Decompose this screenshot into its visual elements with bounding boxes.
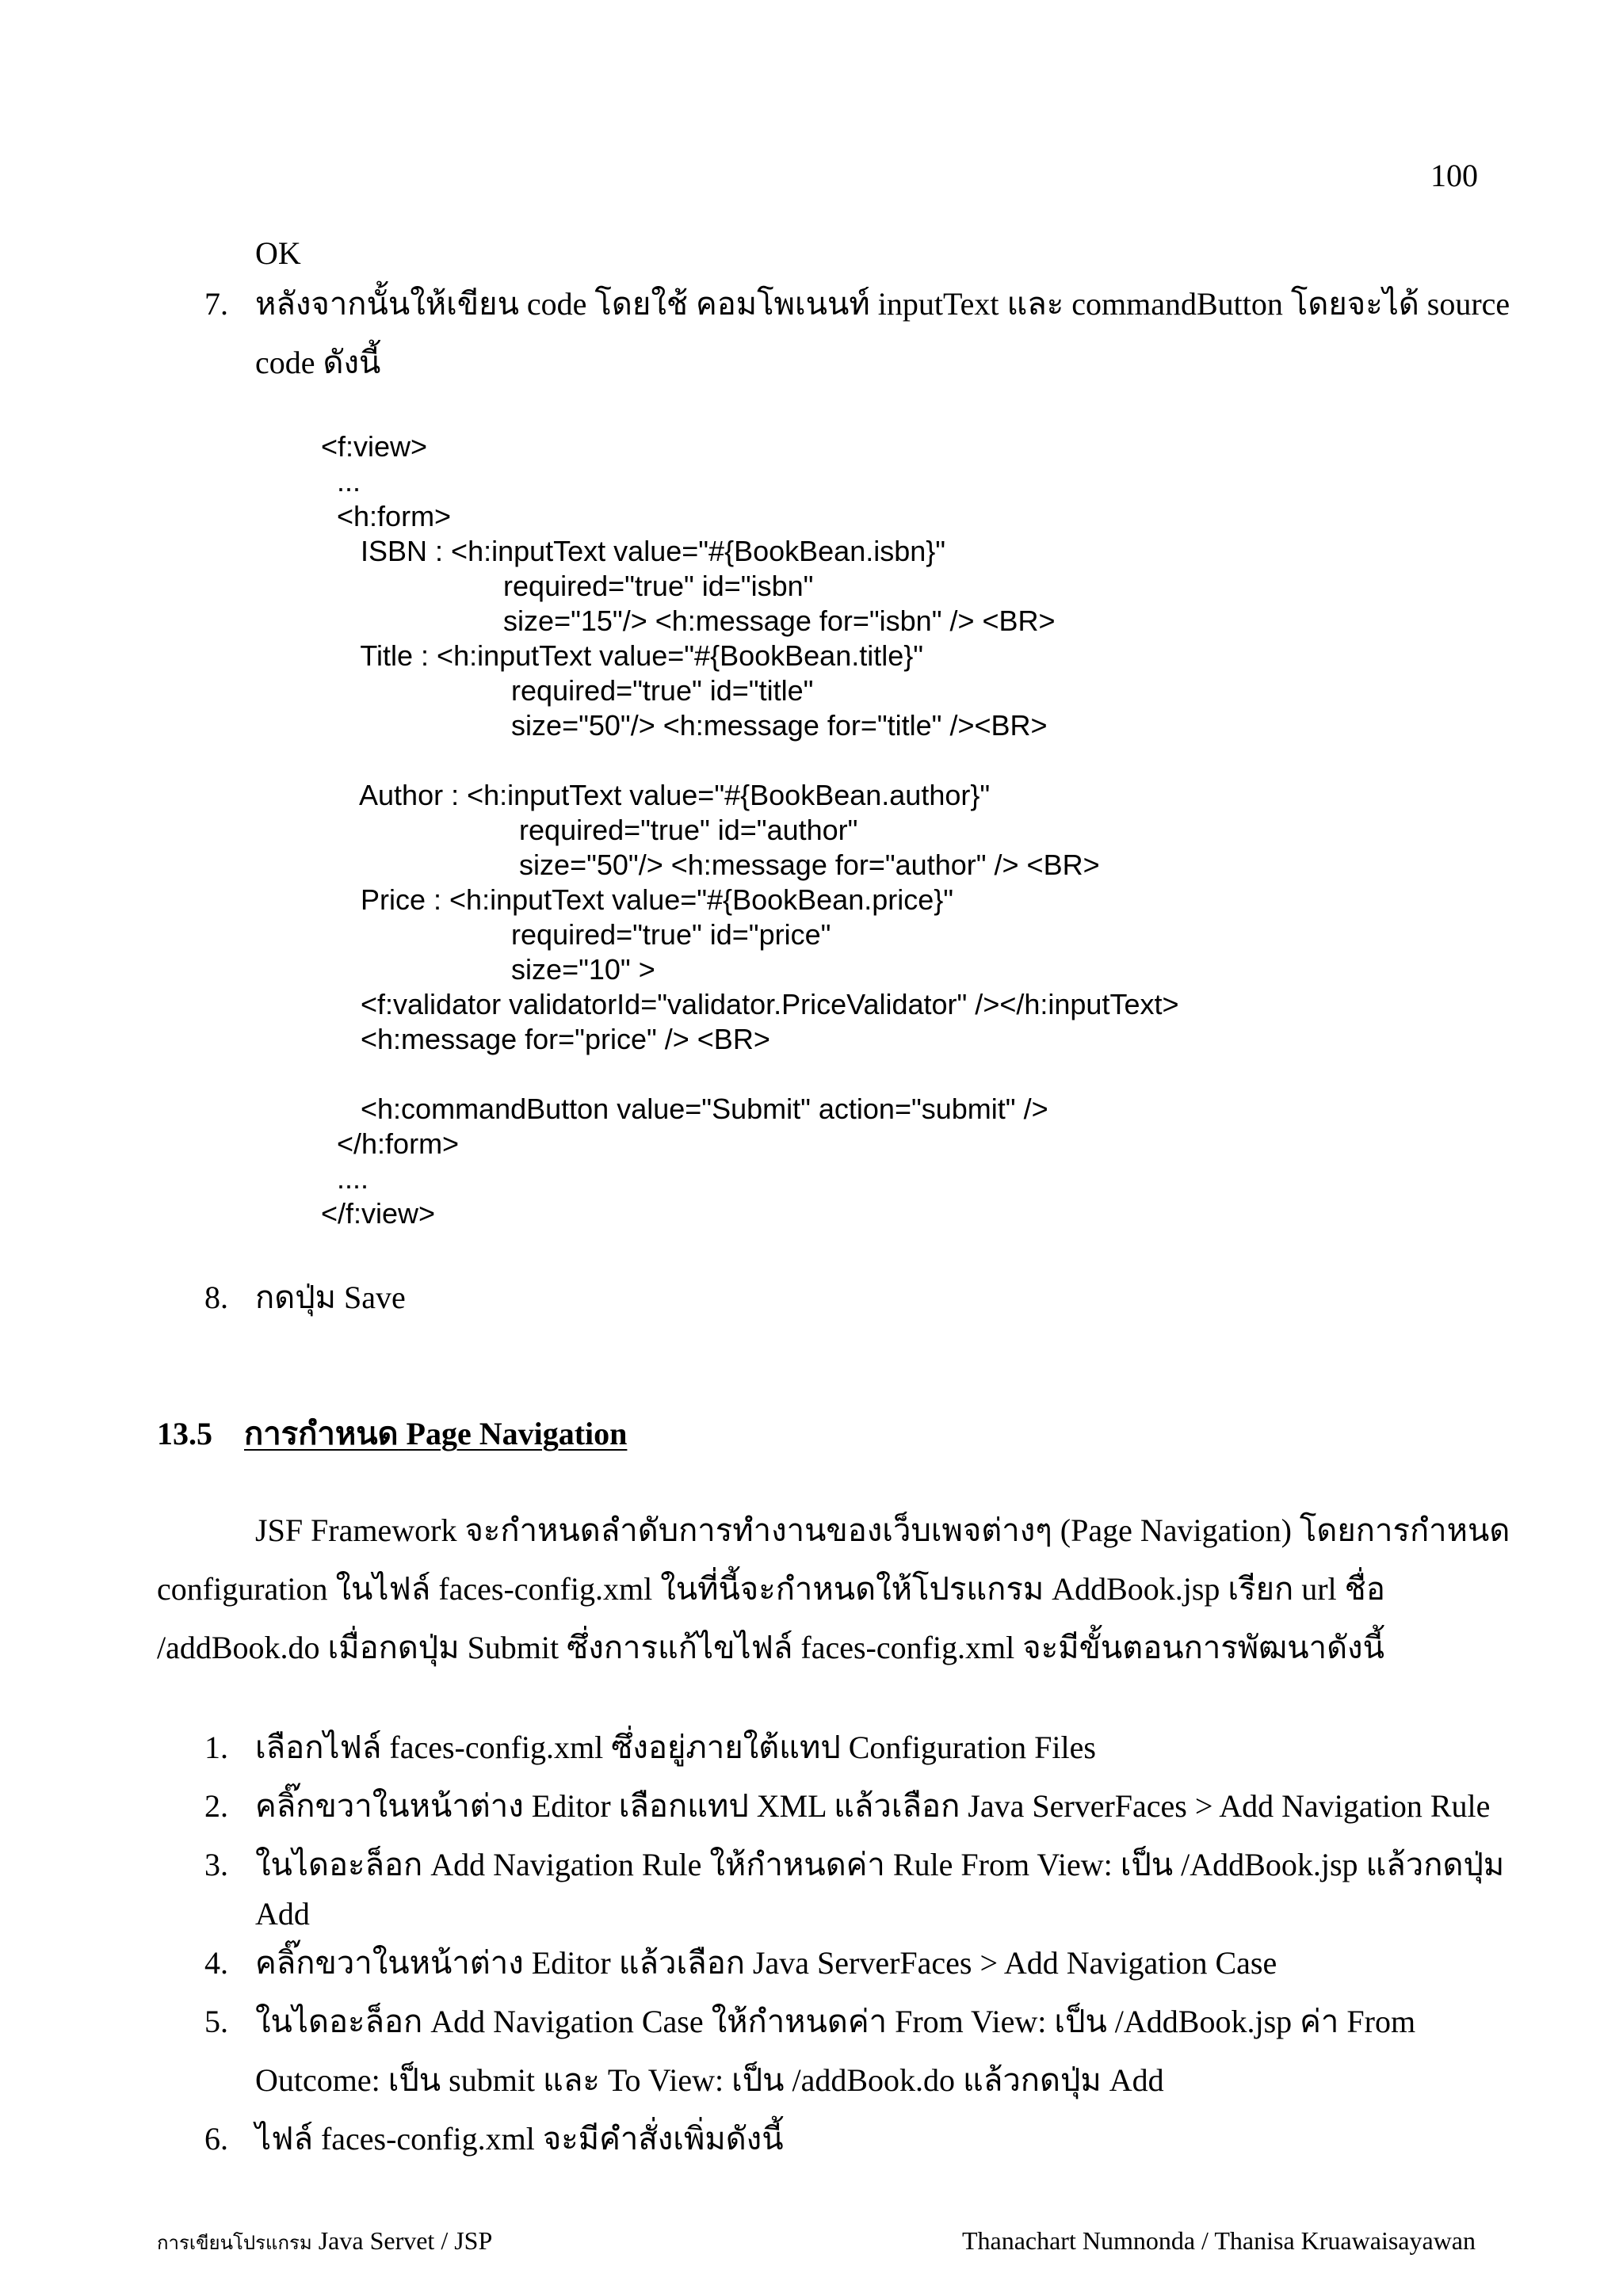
- step-7-line-1: หลังจากนั้นให้เขียน code โดยใช้ คอมโพเนนท์ inputText และ commandButton โดยจะได้ source: [255, 286, 1510, 322]
- code-line: </h:form>: [321, 1127, 460, 1160]
- step-text: ในไดอะล็อก Add Navigation Case ให้กำหนดค่า From View: เป็น /AddBook.jsp ค่า From: [255, 2004, 1416, 2039]
- paragraph-line-1: JSF Framework จะกำหนดลำดับการทำงานของเว็บเพจต่างๆ (Page Navigation) โดยการกำหนด: [255, 1512, 1510, 1548]
- code-line: <h:message for="price" /> <BR>: [321, 1023, 770, 1055]
- step-text: ในไดอะล็อก Add Navigation Rule ให้กำหนดค่า Rule From View: เป็น /AddBook.jsp แล้วกดปุ่ม: [255, 1847, 1505, 1882]
- step-8-number: 8.: [204, 1280, 228, 1315]
- code-line: size="10" >: [321, 953, 655, 986]
- section-title-en: Page Navigation: [406, 1416, 628, 1451]
- code-line: <f:validator validatorId="validator.PriceValidator" /></h:inputText>: [321, 988, 1179, 1020]
- code-line: Title : <h:inputText value="#{BookBean.title}": [321, 639, 924, 672]
- code-line: required="true" id="author": [321, 814, 858, 846]
- step-number: 6.: [204, 2121, 228, 2157]
- step-text-continued: Outcome: เป็น submit และ To View: เป็น /addBook.do แล้วกดปุ่ม Add: [255, 2062, 1164, 2098]
- paragraph-line-3: /addBook.do เมื่อกดปุ่ม Submit ซึ่งการแก้ไขไฟล์ faces-config.xml จะมีขั้นตอนการพัฒนาดังนี้: [157, 1630, 1384, 1665]
- section-title: [244, 1418, 627, 1450]
- code-line: Author : <h:inputText value="#{BookBean.author}": [321, 779, 991, 811]
- footer-left: [157, 2228, 492, 2253]
- continuation-text: OK: [255, 235, 301, 271]
- section-number: 13.5: [157, 1416, 212, 1451]
- code-line: <h:commandButton value="Submit" action="submit" />: [321, 1093, 1048, 1125]
- step-7-line-2: code ดังนี้: [255, 345, 381, 380]
- code-line: ....: [321, 1162, 369, 1195]
- code-line: size="15"/> <h:message for="isbn" /> <BR>: [321, 605, 1056, 637]
- step-number: 4.: [204, 1945, 228, 1981]
- step-text: ไฟล์ faces-config.xml จะมีคำสั่งเพิ่มดังนี้: [255, 2121, 784, 2157]
- code-line: required="true" id="price": [321, 918, 831, 951]
- page-number: 100: [1430, 158, 1478, 193]
- step-number: 5.: [204, 2004, 228, 2039]
- step-number: 1.: [204, 1730, 228, 1765]
- code-line: ISBN : <h:inputText value="#{BookBean.isbn}": [321, 535, 946, 567]
- footer-left-en: Java Servet / JSP: [318, 2226, 493, 2255]
- code-line: size="50"/> <h:message for="title" /><BR>: [321, 709, 1048, 742]
- step-text: เลือกไฟล์ faces-config.xml ซึ่งอยู่ภายใต้แทป Configuration Files: [255, 1730, 1096, 1765]
- step-8-text: กดปุ่ม Save: [255, 1280, 406, 1315]
- step-text-continued: Add: [255, 1896, 310, 1932]
- code-line: <h:form>: [321, 500, 452, 532]
- code-line: required="true" id="title": [321, 674, 814, 707]
- step-number: 2.: [204, 1788, 228, 1824]
- step-number: 3.: [204, 1847, 228, 1882]
- code-line: required="true" id="isbn": [321, 570, 814, 602]
- section-title-thai: การกำหนด: [244, 1416, 399, 1451]
- paragraph-line-2: configuration ในไฟล์ faces-config.xml ในที่นี้จะกำหนดให้โปรแกรม AddBook.jsp เรียก url ชื่อ: [157, 1571, 1385, 1607]
- footer-left-thai: การเขียนโปรแกรม: [157, 2233, 312, 2254]
- step-7-number: 7.: [204, 286, 228, 322]
- code-line: </f:view>: [321, 1197, 436, 1230]
- code-line: Price : <h:inputText value="#{BookBean.price}": [321, 883, 954, 916]
- code-line: size="50"/> <h:message for="author" /> <BR>: [321, 849, 1100, 881]
- code-line: ...: [321, 465, 361, 498]
- code-line: <f:view>: [321, 430, 428, 463]
- step-text: คลิ๊กขวาในหน้าต่าง Editor เลือกแทป XML แล้วเลือก Java ServerFaces > Add Navigation Rule: [255, 1788, 1491, 1824]
- footer-right: Thanachart Numnonda / Thanisa Kruawaisayawan: [961, 2226, 1476, 2255]
- step-text: คลิ๊กขวาในหน้าต่าง Editor แล้วเลือก Java ServerFaces > Add Navigation Case: [255, 1945, 1277, 1981]
